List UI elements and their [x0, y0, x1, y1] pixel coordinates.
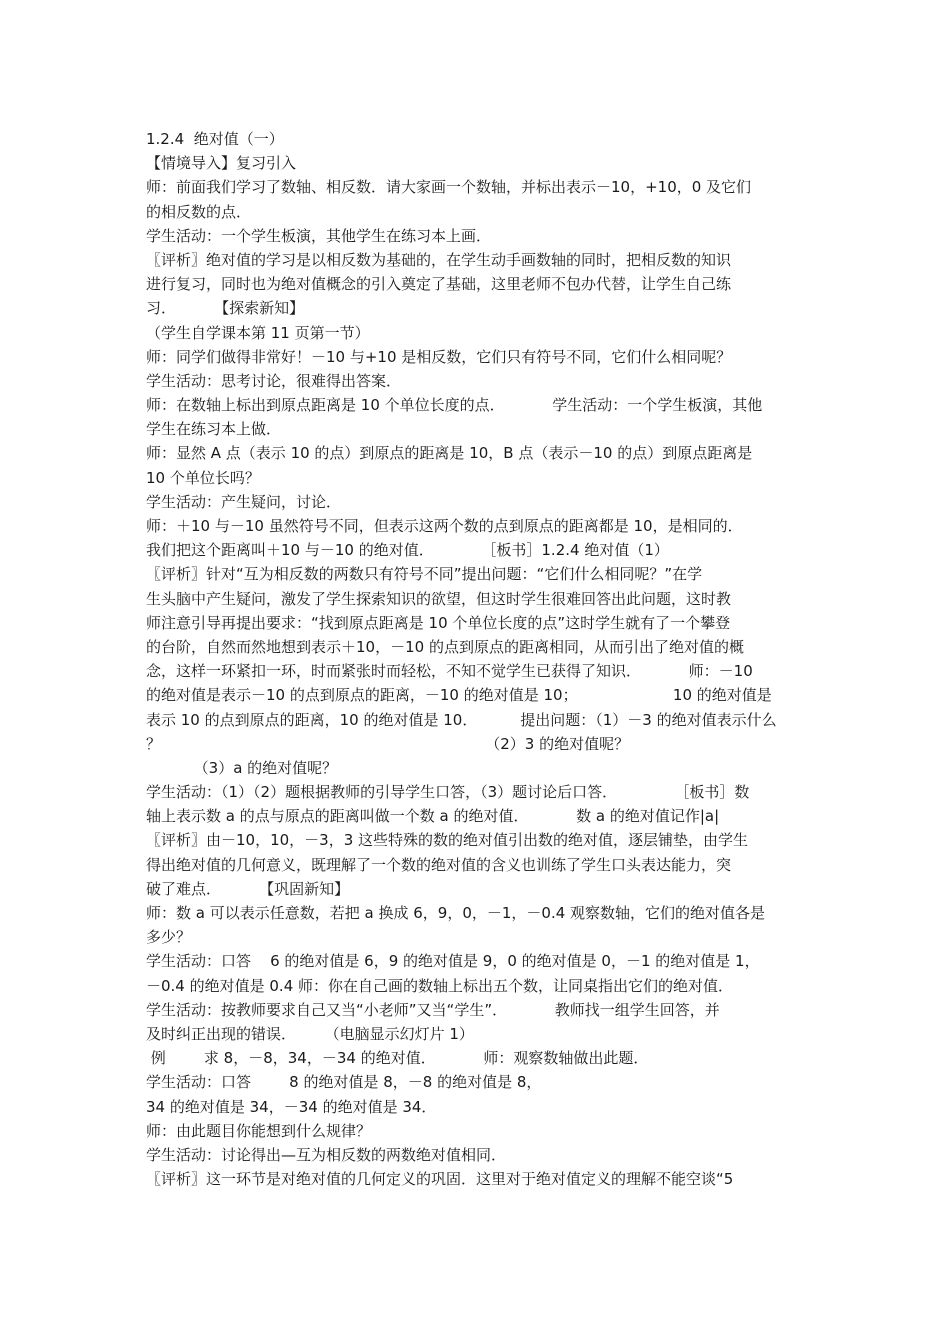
text-line: 〖评析〗针对“互为相反数的两数只有符号不同”提出问题：“它们什么相同呢？”在学 — [146, 565, 703, 584]
text-line: 师：同学们做得非常好！－10 与+10 是相反数，它们只有符号不同，它们什么相同呢？ — [146, 347, 732, 366]
text-line: 师：＋10 与－10 虽然符号不同，但表示这两个数的点到原点的距离都是 10，是相同的． — [146, 517, 743, 535]
text-line: 学生活动：思考讨论，很难得出答案． — [146, 371, 402, 390]
text-line: 学生活动：（1）（2）题根据教师的引导学生口答，（3）题讨论后口答． ［板书］数 — [146, 783, 750, 802]
text-line: 习． 【探索新知】 — [146, 299, 305, 318]
document-body — [146, 127, 808, 1191]
text-line: 师：前面我们学习了数轴、相反数．请大家画一个数轴，并标出表示－10，+10，0 及它们 — [146, 178, 752, 197]
text-line: 念，这样一环紧扣一环，时而紧张时而轻松，不知不觉学生已获得了知识． 师：－10 — [146, 662, 753, 681]
text-line: 多少？ — [146, 928, 192, 947]
text-line: －0.4 的绝对值是 0.4 师：你在自己画的数轴上标出五个数，让同桌指出它们的绝对值． — [146, 976, 734, 995]
text-line: ？ （2）3 的绝对值呢？ — [146, 734, 630, 753]
text-line: 师：数 a 可以表示任意数，若把 a 换成 6，9，0，－1，－0.4 观察数轴，它们的绝对值各是 — [146, 904, 766, 922]
text-line: 学生活动：按教师要求自己又当“小老师”又当“学生”． 教师找一组学生回答，并 — [146, 1000, 720, 1019]
text-line: 〖评析〗这一环节是对绝对值的几何定义的巩固．这里对于绝对值定义的理解不能空谈“5 — [146, 1170, 734, 1189]
text-line: 师注意引导再提出要求：“找到原点距离是 10 个单位长度的点”这时学生就有了一个攀登 — [146, 613, 731, 632]
text-line: 的相反数的点． — [146, 202, 252, 221]
text-line: 例 求 8，－8，34，－34 的绝对值． 师：观察数轴做出此题． — [146, 1049, 649, 1068]
text-line: 轴上表示数 a 的点与原点的距离叫做一个数 a 的绝对值． 数 a 的绝对值记作|a| — [146, 807, 720, 826]
text-line: 学生在练习本上做． — [146, 420, 282, 439]
text-line: 得出绝对值的几何意义，既理解了一个数的绝对值的含义也训练了学生口头表达能力，突 — [146, 855, 732, 874]
text-line: 学生活动：讨论得出—互为相反数的两数绝对值相同． — [146, 1145, 507, 1164]
text-line: 的绝对值是表示－10 的点到原点的距离，－10 的绝对值是 10； 10 的绝对值是 — [146, 686, 772, 705]
text-line: 34 的绝对值是 34，－34 的绝对值是 34． — [146, 1097, 437, 1116]
text-line: 师：显然 A 点（表示 10 的点）到原点的距离是 10，B 点（表示－10 的点）到原点距离是 — [146, 444, 753, 463]
text-line: 学生活动：口答 8 的绝对值是 8，－8 的绝对值是 8， — [146, 1073, 542, 1092]
text-line: （3）a 的绝对值呢？ — [146, 758, 338, 777]
text-line: 〖评析〗绝对值的学习是以相反数为基础的，在学生动手画数轴的同时，把相反数的知识 — [146, 250, 732, 269]
text-line: 的台阶，自然而然地想到表示＋10，－10 的点到原点的距离相同，从而引出了绝对值的概 — [146, 637, 744, 656]
text-line: 表示 10 的点到原点的距离，10 的绝对值是 10． 提出问题：（1）－3 的绝对值表示什么 — [146, 710, 777, 729]
text-line: 学生活动：产生疑问，讨论． — [146, 492, 342, 511]
text-line: 师：由此题目你能想到什么规律？ — [146, 1121, 372, 1140]
text-line: 〖评析〗由－10，10，－3，3 这些特殊的数的绝对值引出数的绝对值，逐层铺垫，由学生 — [146, 831, 749, 850]
text-line: 学生活动：口答 6 的绝对值是 6，9 的绝对值是 9，0 的绝对值是 0，－1 的绝对值是 1， — [146, 952, 760, 971]
text-line: 师：在数轴上标出到原点距离是 10 个单位长度的点． 学生活动：一个学生板演，其他 — [146, 396, 763, 415]
text-line: 进行复习，同时也为绝对值概念的引入奠定了基础，这里老师不包办代替，让学生自己练 — [146, 275, 732, 294]
text-line: 学生活动：一个学生板演，其他学生在练习本上画． — [146, 226, 492, 245]
document-title: 1.2.4 绝对值（一） — [146, 130, 284, 148]
text-line: 【情境导入】复习引入 — [146, 154, 297, 173]
text-line: （学生自学课本第 11 页第一节） — [146, 323, 370, 342]
text-line: 我们把这个距离叫＋10 与－10 的绝对值． ［板书］1.2.4 绝对值（1） — [146, 541, 669, 560]
text-line: 及时纠正出现的错误． （电脑显示幻灯片 1） — [146, 1024, 474, 1043]
text-line: 生头脑中产生疑问，激发了学生探索知识的欲望，但这时学生很难回答出此问题，这时教 — [146, 589, 732, 608]
text-line: 10 个单位长吗？ — [146, 468, 260, 487]
text-line: 破了难点． 【巩固新知】 — [146, 879, 350, 898]
